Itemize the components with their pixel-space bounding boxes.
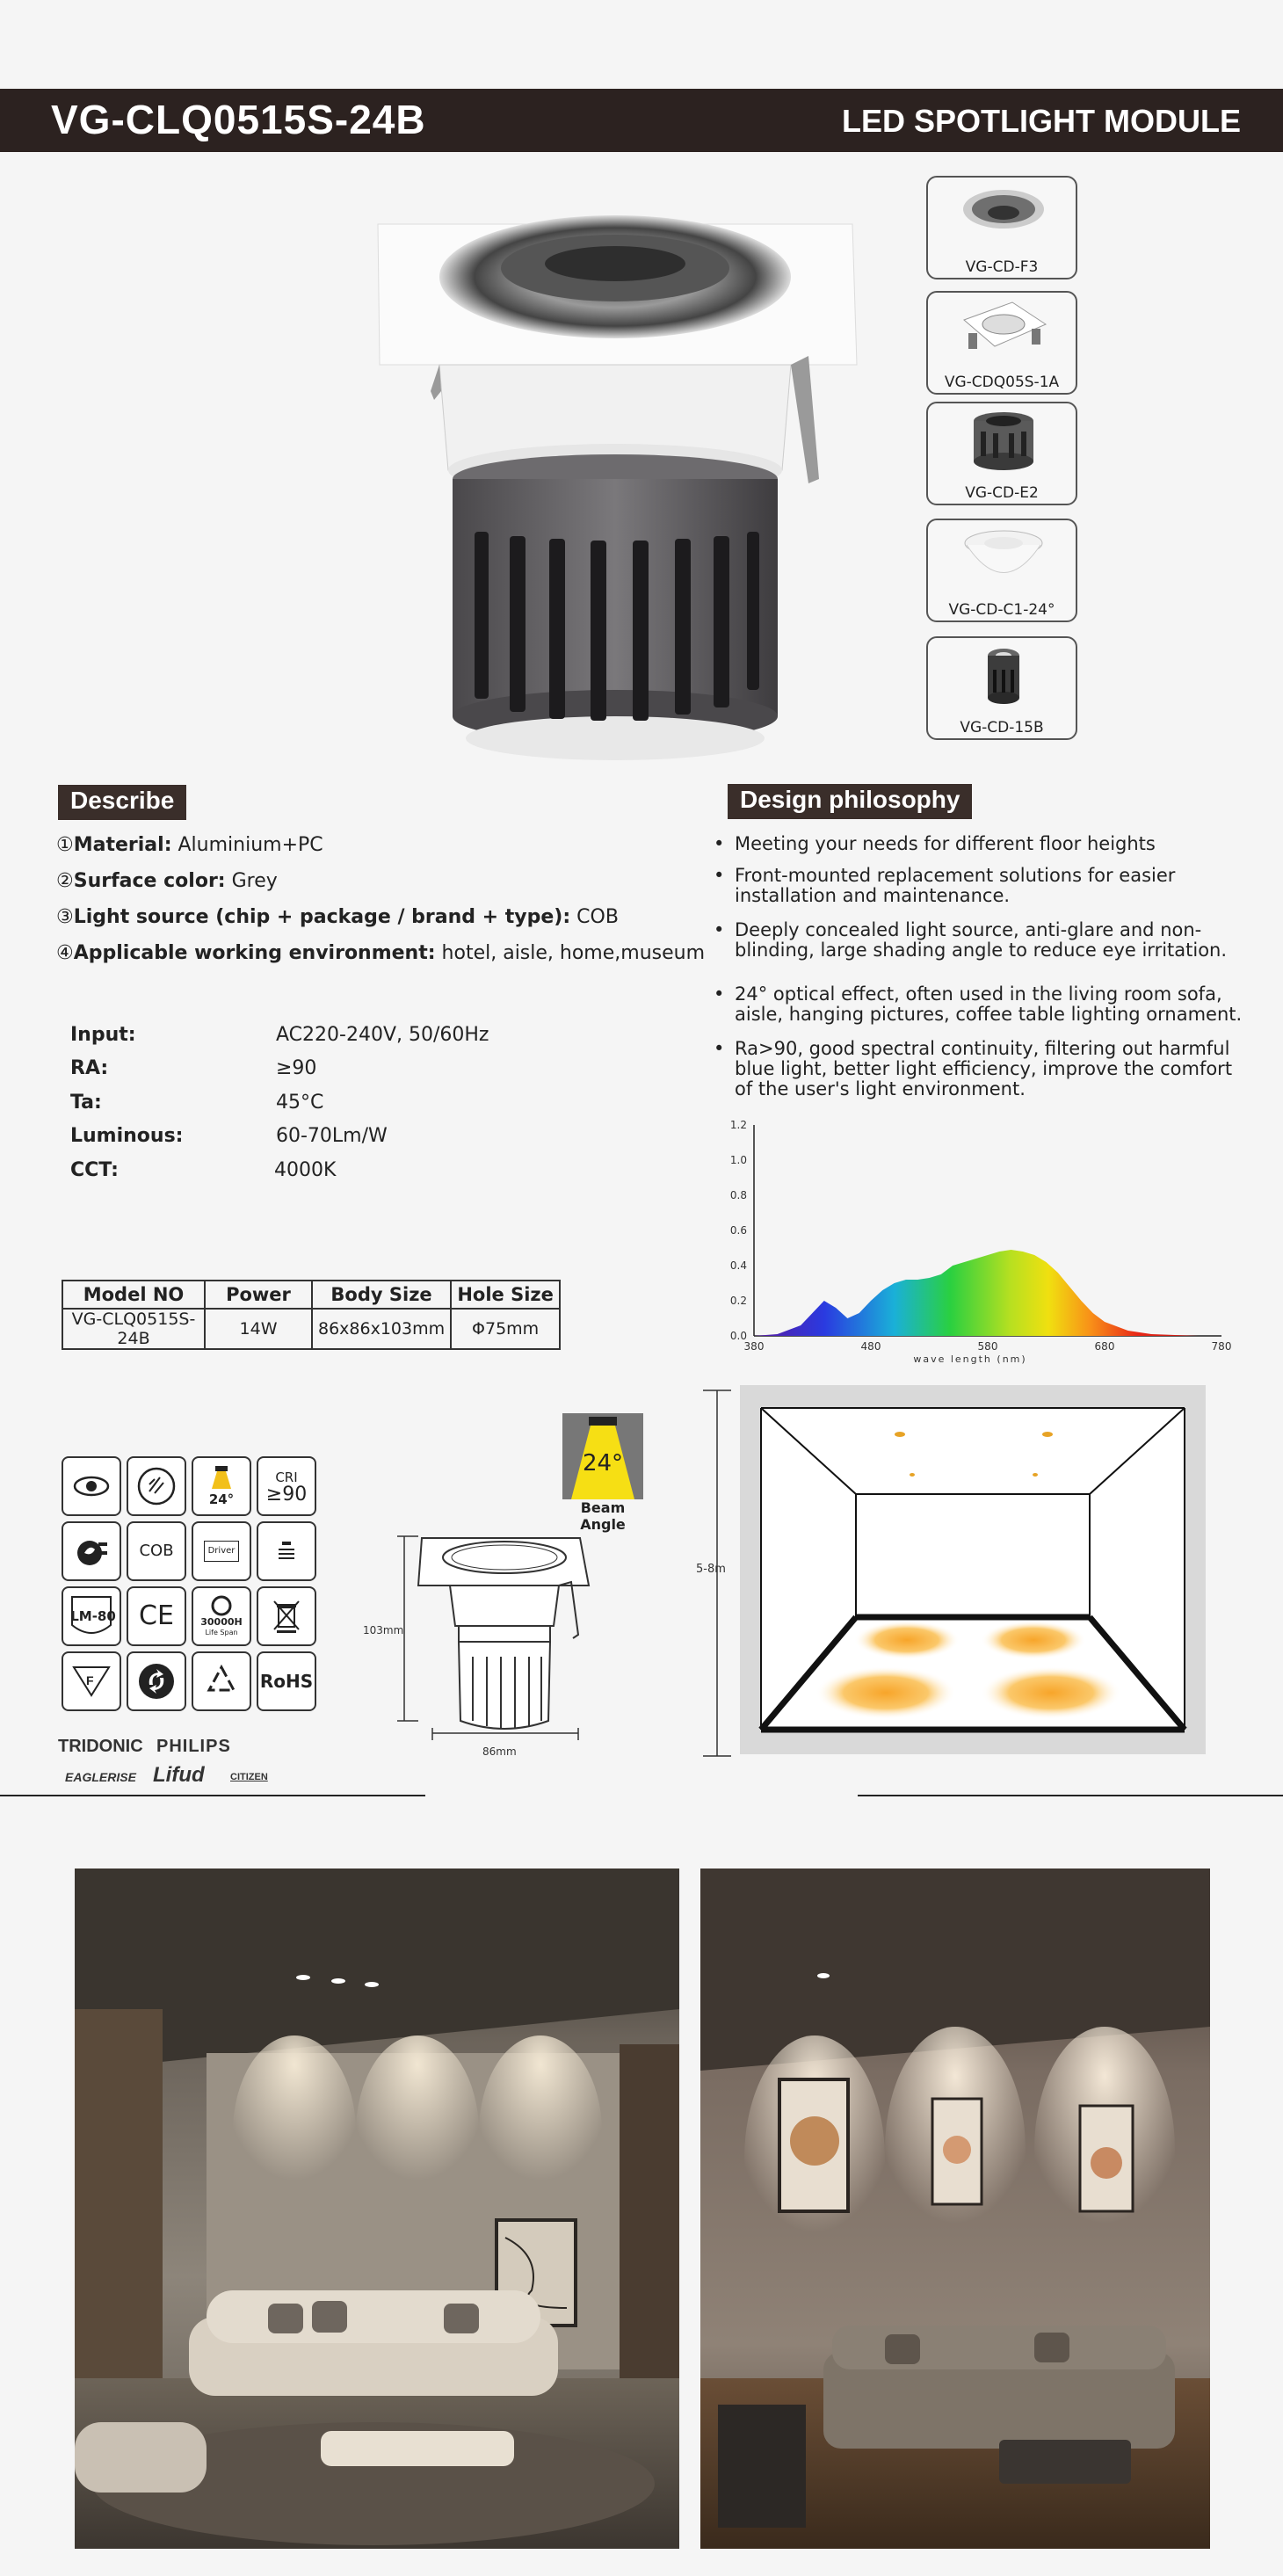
accessory-label: VG-CD-F3 — [965, 258, 1039, 276]
spectrum-chart-svg — [703, 1109, 1239, 1364]
living-room-photo-1 — [75, 1869, 679, 2549]
x-tick-label: 780 — [1211, 1340, 1232, 1353]
cri-label: CRI — [275, 1469, 298, 1485]
table-header: Hole Size — [451, 1281, 560, 1309]
accessory-3 — [926, 402, 1077, 505]
spec-cct-label: CCT: — [70, 1159, 119, 1181]
line-number: ② — [56, 870, 74, 892]
brand-lifud: Lifud — [153, 1763, 205, 1787]
y-tick-label: 0.8 — [729, 1189, 747, 1201]
accessory-label: VG-CDQ05S-1A — [944, 374, 1060, 391]
accessory-5 — [926, 636, 1077, 740]
y-tick-label: 0.2 — [729, 1295, 747, 1307]
spec-luminous-label: Luminous: — [70, 1125, 184, 1147]
design-bullet: • Ra>90, good spectral continuity, filtering out harmful blue light, better light efficiency, improve the comfort of the user's light environment. — [714, 1039, 1250, 1099]
describe-line-color — [56, 870, 278, 892]
accessory-4 — [926, 519, 1077, 622]
design-bullet: • Front-mounted replacement solutions for easier installation and maintenance. — [714, 866, 1250, 906]
lifespan-badge — [192, 1586, 251, 1646]
describe-line-environment — [56, 942, 705, 964]
lifespan-value: 30000H — [200, 1616, 243, 1628]
spec-ra-value: ≥90 — [276, 1057, 317, 1079]
line-number: ① — [56, 834, 74, 856]
brand-tridonic: TRIDONIC — [58, 1737, 143, 1756]
divider-right — [858, 1795, 1283, 1796]
beam-small-text: 24° — [208, 1491, 235, 1507]
recycle-circle-icon — [127, 1651, 186, 1711]
line-key: Light source (chip + package / brand + type): — [73, 906, 571, 928]
accessory-label: VG-CD-C1-24° — [948, 601, 1055, 619]
spec-input-value: AC220-240V, 50/60Hz — [276, 1024, 489, 1046]
design-title: Design philosophy — [728, 784, 972, 819]
design-bullet: • 24° optical effect, often used in the living room sofa, aisle, hanging pictures, coffee table lighting ornament. — [714, 984, 1250, 1025]
line-value: hotel, aisle, home,museum — [441, 942, 706, 964]
living-room-photo-2 — [700, 1869, 1210, 2549]
recycle-icon — [192, 1651, 251, 1711]
accessory-label: VG-CD-E2 — [965, 484, 1039, 502]
ce-mark: CE — [127, 1586, 186, 1646]
heatsink-module-icon — [960, 409, 1047, 479]
describe-line-material — [56, 834, 323, 856]
anti-glare-icon — [127, 1456, 186, 1516]
led-module-icon — [960, 643, 1047, 714]
table-cell: 86x86x103mm — [312, 1309, 451, 1349]
y-tick-label: 0.0 — [729, 1330, 747, 1342]
spec-ta-value: 45°C — [276, 1092, 324, 1114]
line-value: Grey — [231, 870, 278, 892]
downlight-icon — [257, 1521, 316, 1581]
design-bullet: • Meeting your needs for different floor heights — [714, 834, 1250, 854]
x-tick-label: 580 — [977, 1340, 998, 1353]
table-cell: VG-CLQ0515S-24B — [62, 1309, 205, 1349]
brand-eaglerise: EAGLERISE — [65, 1770, 136, 1784]
eye-icon — [62, 1456, 121, 1516]
x-tick-label: 680 — [1094, 1340, 1115, 1353]
design-bullet: • Deeply concealed light source, anti-glare and non-blinding, large shading angle to reduce eye irritation. — [714, 920, 1250, 961]
product-image — [369, 215, 861, 769]
lifespan-label: Life Span — [205, 1629, 238, 1636]
lm80-text: LM-80 — [70, 1608, 116, 1624]
table-cell: 14W — [205, 1309, 312, 1349]
line-value: COB — [576, 906, 619, 928]
model-title: VG-CLQ0515S-24B — [51, 97, 426, 142]
f-mark-icon — [62, 1651, 121, 1711]
x-tick-label: 480 — [860, 1340, 881, 1353]
spec-input-label: Input: — [70, 1024, 136, 1046]
product-type-title: LED SPOTLIGHT MODULE — [842, 103, 1241, 139]
width-dimension: 86mm — [482, 1745, 517, 1758]
describe-title: Describe — [58, 785, 186, 820]
brand-citizen: CITIZEN — [230, 1772, 268, 1782]
divider-left — [0, 1795, 425, 1796]
square-frame-icon — [960, 298, 1047, 368]
lm80-badge — [62, 1586, 121, 1646]
line-number: ④ — [56, 942, 74, 964]
beam-fixture-shape — [589, 1417, 617, 1426]
y-tick-label: 0.4 — [729, 1259, 747, 1272]
line-key: Material: — [73, 834, 172, 856]
y-tick-label: 0.6 — [729, 1224, 747, 1237]
driver-label: Driver — [204, 1541, 240, 1562]
rohs-badge: RoHS — [257, 1651, 316, 1711]
spec-ta-label: Ta: — [70, 1092, 102, 1114]
spectrum-chart — [703, 1109, 1239, 1364]
table-header: Power — [205, 1281, 312, 1309]
line-number: ③ — [56, 906, 74, 928]
svg-text:F: F — [86, 1673, 94, 1687]
y-tick-label: 1.2 — [729, 1119, 747, 1131]
reflector-icon — [960, 183, 1047, 253]
beam-angle-value: 24° — [582, 1450, 624, 1477]
table-header: Model NO — [62, 1281, 205, 1309]
ceiling-height-label: 5-8m — [696, 1563, 726, 1576]
spec-ra-label: RA: — [70, 1057, 109, 1079]
accessory-label: VG-CD-15B — [960, 719, 1044, 737]
header-bar — [0, 89, 1283, 152]
table-header: Body Size — [312, 1281, 451, 1309]
beam-angle-label: Beam Angle — [580, 1499, 626, 1533]
dimension-drawing — [387, 1529, 606, 1767]
line-value: Aluminium+PC — [178, 834, 323, 856]
model-table — [62, 1280, 561, 1350]
beam-angle-icon — [562, 1413, 643, 1499]
cob-badge: COB — [127, 1521, 186, 1581]
lens-icon — [960, 526, 1047, 596]
table-header-row — [62, 1281, 560, 1309]
spec-cct-value: 4000K — [274, 1159, 337, 1181]
accessory-1 — [926, 176, 1077, 279]
x-tick-label: 380 — [743, 1340, 765, 1353]
brand-philips: PHILIPS — [156, 1737, 231, 1756]
room-diagram — [740, 1385, 1206, 1754]
y-tick-label: 1.0 — [729, 1154, 747, 1166]
weee-bin-icon — [257, 1586, 316, 1646]
spectrum-area — [754, 1250, 1221, 1336]
table-cell: Φ75mm — [451, 1309, 560, 1349]
cri-badge — [257, 1456, 316, 1516]
plug-leaf-icon — [62, 1521, 121, 1581]
beam-angle-small-icon — [192, 1456, 251, 1516]
table-row — [62, 1309, 560, 1349]
describe-line-source — [56, 906, 619, 928]
cri-value: ≥90 — [265, 1484, 308, 1506]
height-dimension: 103mm — [363, 1624, 404, 1636]
line-key: Surface color: — [73, 870, 226, 892]
accessory-2 — [926, 291, 1077, 395]
line-key: Applicable working environment: — [73, 942, 436, 964]
driver-icon — [192, 1521, 251, 1581]
spec-luminous-value: 60-70Lm/W — [276, 1125, 388, 1147]
x-axis-label: wave length (nm) — [913, 1353, 1027, 1364]
